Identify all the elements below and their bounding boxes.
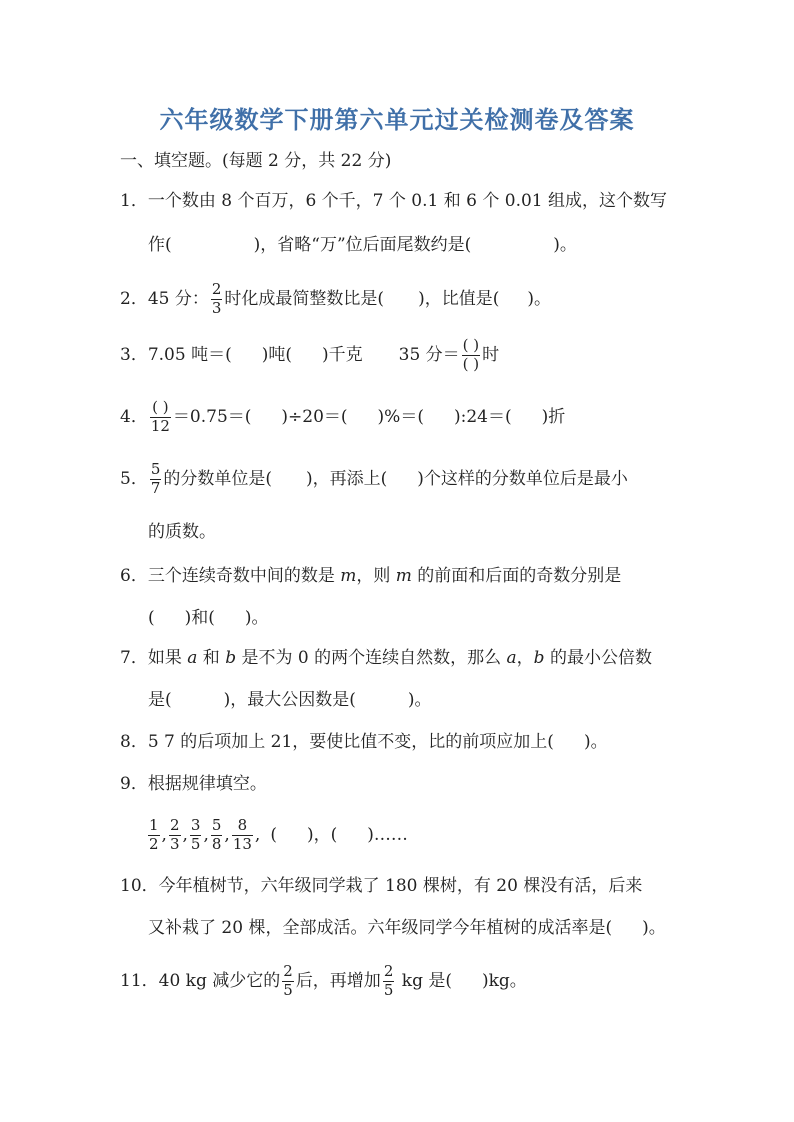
fraction-denominator: 3 [169, 834, 180, 853]
question-text: 根据规律填空。 [147, 774, 267, 794]
variable-m: m [395, 566, 412, 586]
question-text: )。 [553, 235, 577, 255]
fraction-denominator: 8 [211, 834, 222, 853]
question-text: 的前面和后面的奇数分别是 [411, 566, 622, 586]
question-number: 6． [120, 566, 148, 586]
question-number: 7． [120, 648, 148, 668]
question-text: 时化成最简整数比是( [224, 288, 385, 309]
question-text: )。 [583, 732, 608, 752]
fraction-numerator: 2 [211, 280, 222, 298]
question-number: 1． [120, 191, 148, 211]
variable-b: b [225, 648, 237, 668]
separator: , [161, 824, 167, 845]
fraction-denominator: 5 [190, 834, 201, 853]
question-number: 3． [120, 344, 148, 365]
question-text: 是( [148, 690, 172, 710]
question-6-line-2 [148, 610, 269, 627]
question-text: 的最小公倍数 [544, 648, 652, 668]
question-text: )和( [184, 608, 215, 628]
question-text: 5 7 的后项加上 21，要使比值不变，比的前项应加上( [147, 732, 554, 752]
question-text: )，省略“万”位后面尾数约是( [253, 235, 472, 255]
question-text: ， [516, 648, 534, 668]
question-number: 8． [120, 732, 148, 752]
question-text: )÷20＝( [281, 406, 348, 427]
sequence-fraction [211, 818, 223, 853]
question-text: )…… [367, 824, 408, 845]
variable-m: m [340, 566, 357, 586]
separator: , [203, 824, 209, 845]
fraction-numerator: ( ) [462, 336, 480, 354]
question-11 [120, 964, 527, 999]
question-text: 7.05 吨＝( [147, 344, 232, 365]
fraction-denominator: 13 [232, 834, 252, 853]
question-text: )折 [541, 406, 566, 427]
question-10-line-2 [148, 920, 666, 937]
fraction-numerator: 2 [383, 962, 394, 980]
fraction-numerator: 5 [150, 460, 161, 478]
question-text: ):24＝( [453, 406, 512, 427]
question-text: )，( [306, 824, 338, 845]
fraction [211, 282, 223, 317]
fraction-denominator: 3 [211, 298, 222, 317]
fraction-numerator: 5 [211, 816, 222, 834]
question-text: 的分数单位是( [163, 468, 273, 489]
fraction-denominator: 2 [149, 834, 159, 853]
question-text: )。 [244, 608, 269, 628]
question-text: )。 [642, 918, 666, 938]
separator: , [224, 824, 230, 845]
question-text: )吨( [261, 344, 292, 365]
question-text: ＝0.75＝( [172, 406, 252, 427]
question-text: )，再添上( [306, 468, 388, 489]
question-7-line-1 [120, 650, 652, 667]
question-text: 和 [197, 648, 226, 668]
variable-b: b [533, 648, 545, 668]
fraction-denominator: 5 [383, 980, 394, 999]
question-number: 4． [120, 406, 148, 427]
fraction-numerator: 8 [232, 818, 253, 836]
separator: , [182, 824, 188, 845]
question-text: ( [270, 824, 277, 845]
question-text: )个这样的分数单位后是最小 [417, 468, 628, 489]
sequence-fraction [232, 818, 253, 853]
question-text: )，最大公因数是( [223, 690, 356, 710]
question-10-line-1 [120, 878, 642, 895]
fraction-numerator: 1 [149, 816, 159, 834]
fraction-denominator: 12 [150, 416, 170, 435]
question-text: 35 分＝ [398, 344, 460, 365]
question-number: 9． [120, 774, 148, 794]
sequence-fraction [148, 818, 160, 853]
fraction-numerator: ( ) [150, 400, 171, 418]
fraction-denominator: 5 [283, 980, 293, 999]
question-5-line-2: 的质数。 [148, 522, 216, 542]
fraction-answer[interactable] [462, 338, 480, 373]
question-text: )。 [407, 690, 432, 710]
fraction-numerator: 2 [169, 816, 180, 834]
question-text: 如果 [147, 648, 188, 668]
question-text: 后，再增加 [295, 970, 381, 991]
question-text: 又补栽了 20 棵，全部成活。六年级同学今年植树的成活率是( [148, 918, 613, 938]
question-7-line-2 [148, 692, 432, 709]
question-number: 2． [120, 288, 148, 309]
question-9-sequence [146, 818, 408, 853]
question-text: 今年植树节，六年级同学栽了 180 棵树，有 20 棵没有活，后来 [158, 876, 643, 896]
question-text: )。 [527, 288, 551, 309]
page-title: 六年级数学下册第六单元过关检测卷及答案 [159, 106, 635, 134]
question-text: 作( [148, 235, 172, 255]
question-text: 40 kg 减少它的 [158, 970, 281, 991]
separator: , [254, 824, 261, 845]
question-text: ( [148, 608, 155, 628]
question-text: ，则 [356, 566, 396, 586]
question-3 [120, 338, 499, 373]
sequence-fraction [190, 818, 202, 853]
question-1-line-1 [120, 193, 667, 210]
fraction-denominator: 7 [150, 478, 161, 497]
question-text: )kg。 [481, 970, 527, 991]
question-number: 11． [120, 970, 159, 991]
question-text: 三个连续奇数中间的数是 [147, 566, 341, 586]
fraction-denominator: ( ) [462, 354, 480, 373]
question-text: kg 是( [396, 970, 452, 991]
fraction-answer[interactable] [150, 400, 171, 435]
sequence-fraction [169, 818, 181, 853]
fraction [150, 462, 162, 497]
question-8 [120, 734, 608, 751]
question-9 [120, 776, 267, 793]
question-text: 是不为 0 的两个连续自然数，那么 [236, 648, 507, 668]
question-4 [120, 400, 565, 435]
fraction [383, 964, 395, 999]
question-6-line-1 [120, 568, 621, 585]
question-number: 10． [120, 876, 159, 896]
question-1-line-2 [148, 237, 577, 254]
question-text: 时 [482, 344, 500, 365]
question-number: 5． [120, 468, 148, 489]
question-text: )千克 [321, 344, 363, 365]
question-text: 45 分： [147, 288, 209, 309]
fraction-numerator: 2 [283, 962, 293, 980]
question-2 [120, 282, 551, 317]
variable-a: a [506, 648, 517, 668]
question-text: )，比值是( [418, 288, 500, 309]
section-heading: 一、填空题。(每题 2 分，共 22 分) [120, 151, 392, 171]
variable-a: a [187, 648, 198, 668]
fraction [282, 964, 294, 999]
question-text: 一个数由 8 个百万，6 个千，7 个 0.1 和 6 个 0.01 组成，这个数写 [147, 191, 668, 211]
question-5-line-1 [120, 462, 628, 497]
fraction-numerator: 3 [190, 816, 201, 834]
question-text: )%＝( [377, 406, 424, 427]
